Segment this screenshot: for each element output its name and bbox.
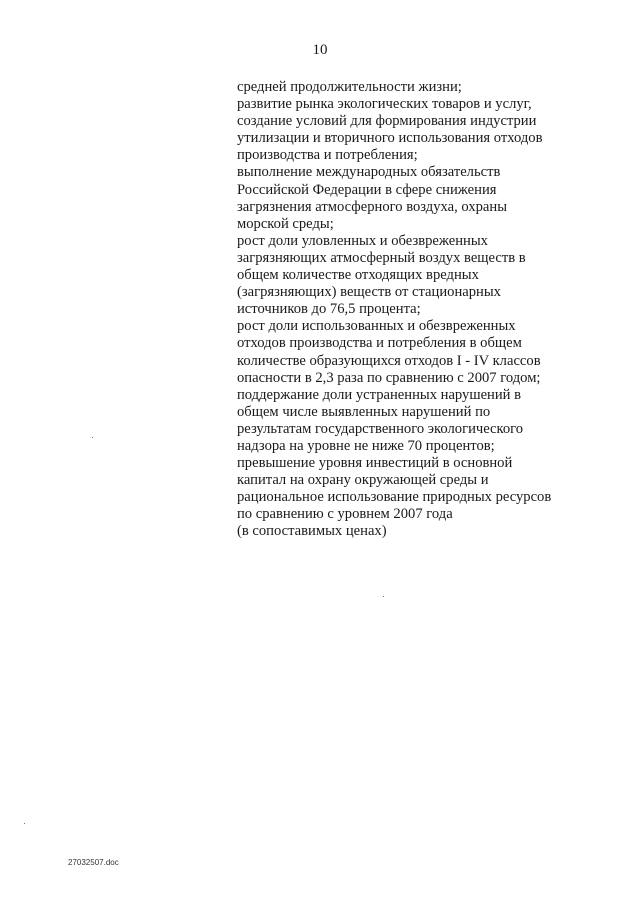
- text-line: морской среды;: [237, 215, 334, 232]
- text-line: поддержание доли устраненных нарушений в: [237, 386, 522, 403]
- text-line: результатам государственного экологического: [237, 420, 524, 437]
- text-line: рост доли использованных и обезвреженных: [237, 318, 516, 335]
- text-line: по сравнению с уровнем 2007 года: [237, 506, 453, 523]
- scan-speck: [92, 437, 93, 438]
- text-line: загрязняющих атмосферный воздух веществ в: [237, 249, 526, 266]
- text-line: создание условий для формирования индустрии: [237, 113, 537, 130]
- text-line: развитие рынка экологических товаров и услуг,: [237, 96, 532, 113]
- text-line: рациональное использование природных ресурсов: [237, 489, 552, 506]
- text-line: источников до 76,5 процента;: [237, 301, 421, 318]
- text-line: средней продолжительности жизни;: [237, 79, 462, 95]
- text-line: превышение уровня инвестиций в основной: [237, 455, 513, 472]
- text-line: утилизации и вторичного использования отходов: [237, 130, 543, 147]
- text-line: общем количестве отходящих вредных: [237, 267, 479, 284]
- text-line: загрязнения атмосферного воздуха, охраны: [237, 198, 508, 215]
- scan-speck: [24, 823, 25, 824]
- text-line: капитал на охрану окружающей среды и: [237, 472, 489, 489]
- text-line: Российской Федерации в сфере снижения: [237, 181, 497, 198]
- text-line: (загрязняющих) веществ от стационарных: [237, 284, 501, 301]
- text-line: выполнение международных обязательств: [237, 164, 501, 181]
- text-line: рост доли уловленных и обезвреженных: [237, 232, 488, 249]
- text-line: (в сопоставимых ценах): [237, 523, 387, 540]
- text-line: производства и потребления;: [237, 147, 418, 164]
- text-line: общем числе выявленных нарушений по: [237, 403, 491, 420]
- text-line: надзора на уровне не ниже 70 процентов;: [237, 437, 495, 454]
- page-number: 10: [312, 42, 328, 58]
- body-text: [237, 79, 617, 541]
- text-line: опасности в 2,3 раза по сравнению с 2007 годом;: [237, 369, 541, 386]
- scan-speck: [383, 596, 384, 597]
- text-line: отходов производства и потребления в общем: [237, 335, 522, 352]
- footer-filename: 27032507.doc: [68, 858, 119, 867]
- text-line: количестве образующихся отходов I - IV классов: [237, 352, 541, 369]
